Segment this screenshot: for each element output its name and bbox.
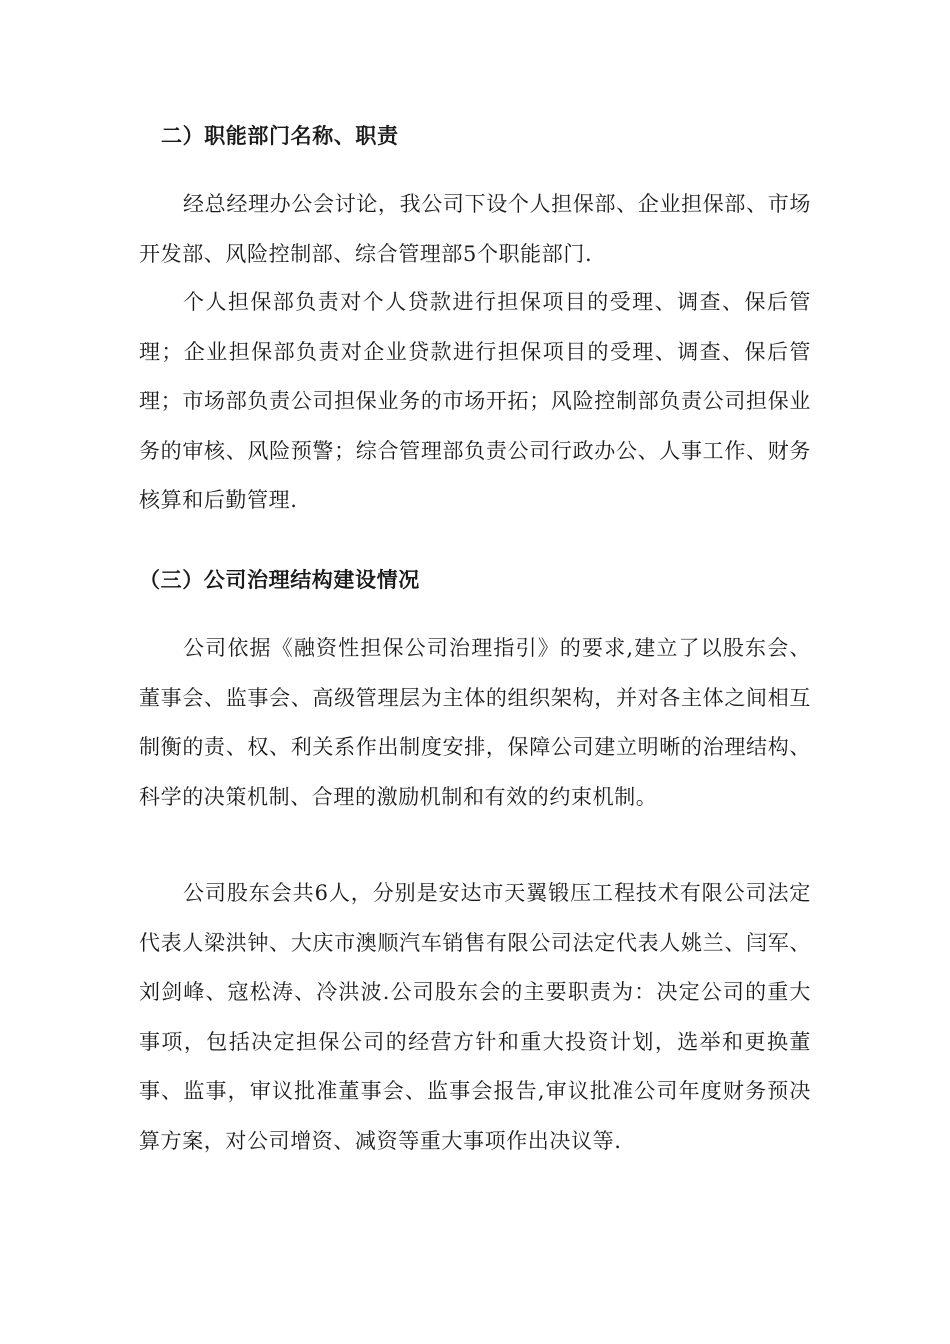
section-heading-departments: 二）职能部门名称、职责	[161, 123, 399, 148]
paragraph-department-duties: 个人担保部负责对个人贷款进行担保项目的受理、调查、保后管理；企业担保部负责对企业贷款进行担保项目的受理、调查、保后管理；市场部负责公司担保业务的市场开拓；风险控制部负责公司担保业务的审核、风险预警；综合管理部负责公司行政办公、人事工作、财务核算和后勤管理.	[139, 290, 811, 513]
paragraph-governance-structure: 公司依据《融资性担保公司治理指引》的要求,建立了以股东会、董事会、监事会、高级管理层为主体的组织架构，并对各主体之间相互制衡的责、权、利关系作出制度安排，保障公司建立明晰的治理结构、科学的决策机制、合理的激励机制和有效的约束机制。	[139, 636, 811, 809]
section-heading-governance: （三）公司治理结构建设情况	[139, 567, 420, 592]
paragraph-department-overview: 经总经理办公会讨论，我公司下设个人担保部、企业担保部、市场开发部、风险控制部、综合管理部5个职能部门.	[139, 192, 811, 266]
paragraph-shareholders-meeting: 公司股东会共6人，分别是安达市天翼锻压工程技术有限公司法定代表人梁洪钟、大庆市澳顺汽车销售有限公司法定代表人姚兰、闫军、刘剑峰、寇松涛、冷洪波.公司股东会的主要职责为：决定公司的重大事项，包括决定担保公司的经营方针和重大投资计划，选举和更换董事、监事，审议批准董事会、监事会报告,审议批准公司年度财务预决算方案，对公司增资、减资等重大事项作出决议等.	[139, 881, 811, 1153]
